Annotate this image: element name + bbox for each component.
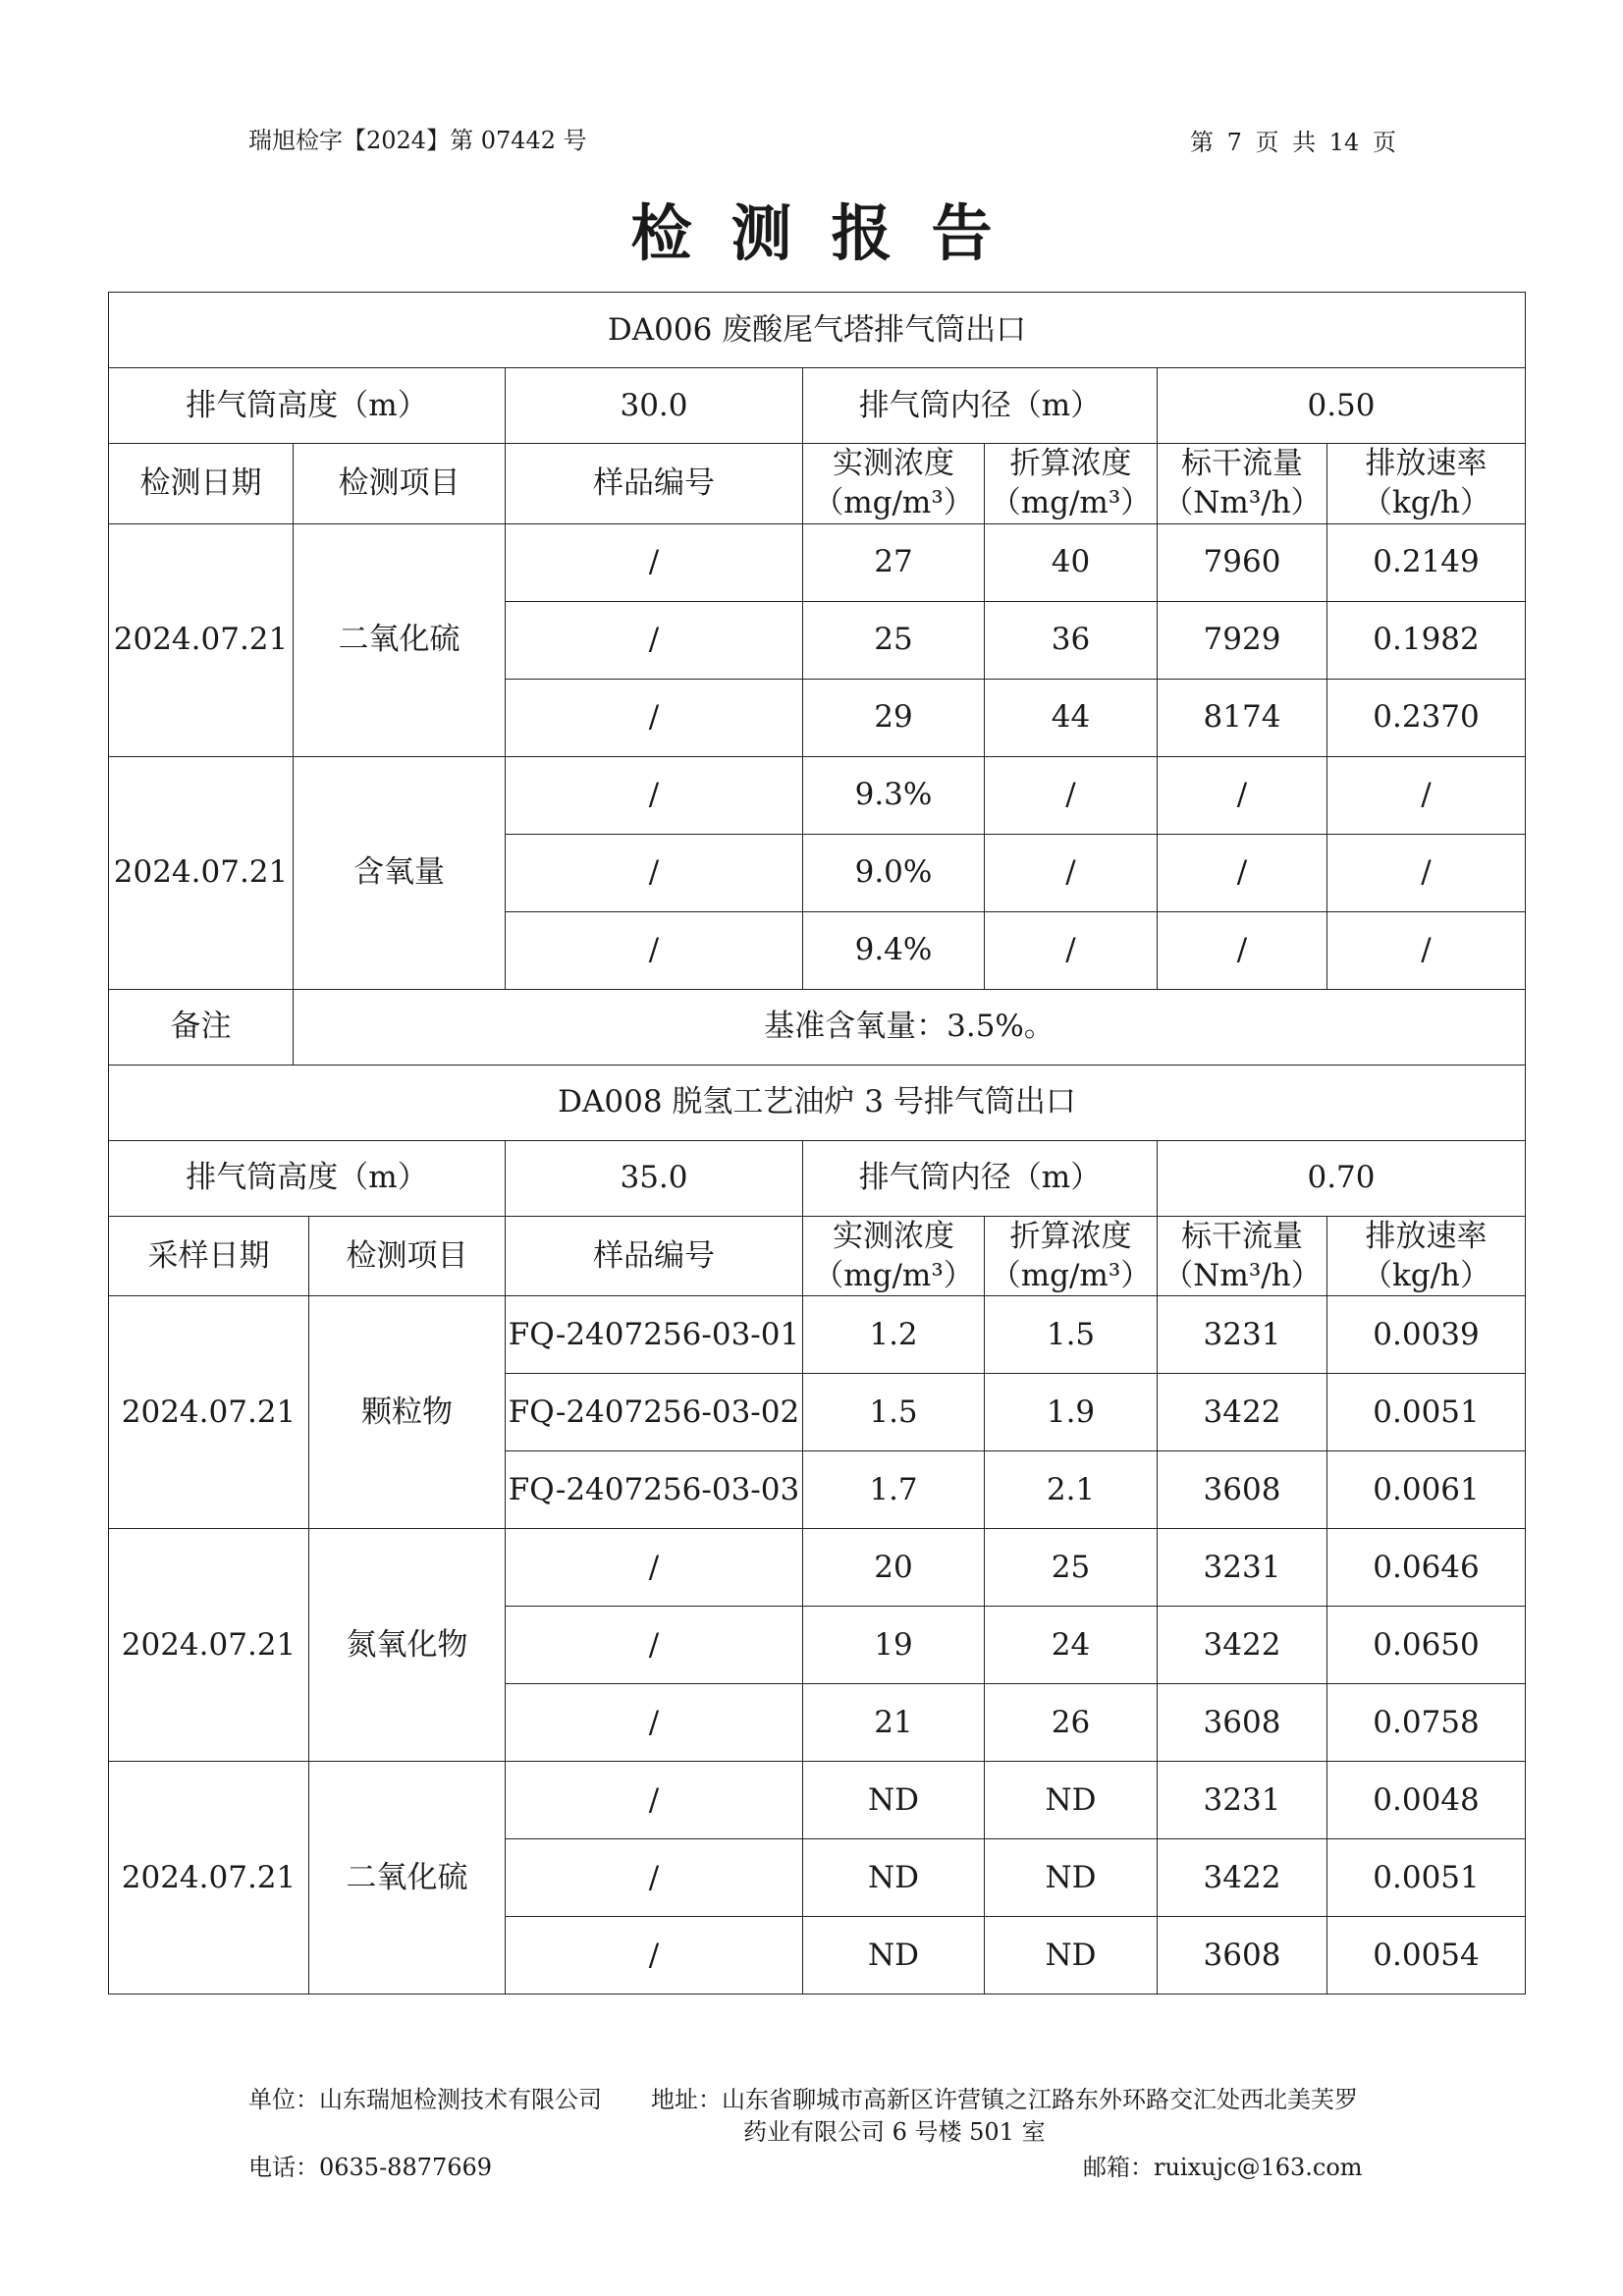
report-title: 检测报告	[630, 197, 1032, 269]
test-item: 二氧化硫	[294, 523, 506, 756]
converted-concentration: 26	[985, 1684, 1158, 1762]
converted-concentration: 24	[985, 1607, 1158, 1684]
stack-diameter-label: 排气筒内径（m）	[803, 368, 1158, 444]
emission-rate: 0.0054	[1327, 1917, 1526, 1995]
emission-rate: 0.0646	[1327, 1529, 1526, 1607]
remark-text: 基准含氧量：3.5%。	[294, 989, 1526, 1065]
column-header-row	[109, 444, 1526, 524]
standard-dry-flow: /	[1158, 834, 1327, 911]
standard-dry-flow: 3608	[1158, 1451, 1327, 1529]
col-header-sample: 样品编号	[506, 1216, 803, 1296]
remark-row	[109, 989, 1526, 1065]
sample-id: /	[506, 1684, 803, 1762]
stack-info-row	[109, 368, 1526, 444]
measured-concentration: 1.2	[803, 1296, 985, 1374]
measured-concentration: ND	[803, 1762, 985, 1839]
emission-rate: 0.0048	[1327, 1762, 1526, 1839]
measured-concentration: 9.3%	[803, 756, 985, 834]
measured-concentration: 29	[803, 679, 985, 756]
section-title: DA008 脱氢工艺油炉 3 号排气筒出口	[109, 1065, 1526, 1140]
stack-diameter-label: 排气筒内径（m）	[803, 1140, 1158, 1216]
measured-concentration: 20	[803, 1529, 985, 1607]
table-row	[109, 756, 1526, 834]
test-date: 2024.07.21	[109, 1529, 309, 1762]
standard-dry-flow: 3422	[1158, 1607, 1327, 1684]
standard-dry-flow: /	[1158, 911, 1327, 989]
footer-address-line1: 地址：山东省聊城市高新区许营镇之江路东外环路交汇处西北美芙罗	[651, 2086, 1358, 2113]
remark-label: 备注	[109, 989, 294, 1065]
col-header-rate	[1327, 444, 1526, 524]
measured-concentration: 9.0%	[803, 834, 985, 911]
sample-id: /	[506, 1762, 803, 1839]
measured-concentration: 21	[803, 1684, 985, 1762]
section-title-row	[109, 293, 1526, 368]
converted-concentration: 40	[985, 523, 1158, 601]
col-header-converted-unit: （mg/m³）	[990, 485, 1152, 521]
table-row	[109, 1762, 1526, 1839]
col-header-converted-name: 折算浓度	[1009, 446, 1132, 481]
test-item: 二氧化硫	[309, 1762, 506, 1995]
measured-concentration: 1.5	[803, 1374, 985, 1451]
emission-rate: 0.0650	[1327, 1607, 1526, 1684]
sample-id: /	[506, 1839, 803, 1917]
emission-rate: 0.0051	[1327, 1374, 1526, 1451]
emission-rate: 0.1982	[1327, 601, 1526, 679]
converted-concentration: ND	[985, 1762, 1158, 1839]
emission-rate: 0.0051	[1327, 1839, 1526, 1917]
col-header-rate	[1327, 1216, 1526, 1296]
measured-concentration: ND	[803, 1917, 985, 1995]
col-header-rate-name: 排放速率	[1365, 1218, 1488, 1254]
col-header-rate-name: 排放速率	[1365, 446, 1488, 481]
standard-dry-flow: 8174	[1158, 679, 1327, 756]
col-header-item: 检测项目	[294, 444, 506, 524]
measured-concentration: 25	[803, 601, 985, 679]
col-header-flow	[1158, 444, 1327, 524]
standard-dry-flow: 3422	[1158, 1839, 1327, 1917]
col-header-rate-unit: （kg/h）	[1361, 485, 1491, 521]
stack-height-label: 排气筒高度（m）	[109, 1140, 506, 1216]
measured-concentration: 1.7	[803, 1451, 985, 1529]
footer-address-line2: 药业有限公司 6 号楼 501 室	[743, 2118, 1046, 2146]
stack-height-value: 35.0	[506, 1140, 803, 1216]
standard-dry-flow: 7929	[1158, 601, 1327, 679]
col-header-converted	[985, 1216, 1158, 1296]
col-header-flow	[1158, 1216, 1327, 1296]
converted-concentration: 1.5	[985, 1296, 1158, 1374]
col-header-flow-name: 标干流量	[1181, 1218, 1303, 1254]
col-header-converted	[985, 444, 1158, 524]
standard-dry-flow: 7960	[1158, 523, 1327, 601]
converted-concentration: /	[985, 911, 1158, 989]
converted-concentration: 25	[985, 1529, 1158, 1607]
sample-id: FQ-2407256-03-03	[506, 1451, 803, 1529]
table-row	[109, 1296, 1526, 1374]
col-header-date: 采样日期	[109, 1216, 309, 1296]
converted-concentration: 1.9	[985, 1374, 1158, 1451]
col-header-measured-unit: （mg/m³）	[813, 485, 974, 521]
emission-rate: 0.0061	[1327, 1451, 1526, 1529]
footer-email: 邮箱：ruixujc@163.com	[1083, 2154, 1363, 2181]
section-title-row	[109, 1065, 1526, 1140]
table-row	[109, 1529, 1526, 1607]
report-number: 瑞旭检字【2024】第 07442 号	[248, 127, 587, 154]
test-item: 含氧量	[294, 756, 506, 989]
emission-rate: /	[1327, 834, 1526, 911]
col-header-sample: 样品编号	[506, 444, 803, 524]
page-info: 第 7 页 共 14 页	[1190, 129, 1396, 156]
stack-info-row	[109, 1140, 1526, 1216]
test-date: 2024.07.21	[109, 756, 294, 989]
standard-dry-flow: 3608	[1158, 1917, 1327, 1995]
emission-rate: 0.0758	[1327, 1684, 1526, 1762]
footer-phone: 电话：0635-8877669	[248, 2154, 493, 2181]
test-date: 2024.07.21	[109, 1762, 309, 1995]
measured-concentration: ND	[803, 1839, 985, 1917]
col-header-item: 检测项目	[309, 1216, 506, 1296]
emission-rate: /	[1327, 911, 1526, 989]
table-row	[109, 523, 1526, 601]
sample-id: /	[506, 679, 803, 756]
test-date: 2024.07.21	[109, 1296, 309, 1529]
converted-concentration: ND	[985, 1839, 1158, 1917]
sample-id: /	[506, 1529, 803, 1607]
column-header-row	[109, 1216, 1526, 1296]
test-item: 氮氧化物	[309, 1529, 506, 1762]
col-header-measured	[803, 1216, 985, 1296]
col-header-flow-unit: （Nm³/h）	[1163, 1257, 1322, 1293]
stack-height-value: 30.0	[506, 368, 803, 444]
measured-concentration: 19	[803, 1607, 985, 1684]
converted-concentration: /	[985, 756, 1158, 834]
standard-dry-flow: 3231	[1158, 1762, 1327, 1839]
col-header-converted-name: 折算浓度	[1009, 1218, 1132, 1254]
converted-concentration: 44	[985, 679, 1158, 756]
col-header-measured	[803, 444, 985, 524]
sample-id: FQ-2407256-03-02	[506, 1374, 803, 1451]
sample-id: /	[506, 911, 803, 989]
measured-concentration: 9.4%	[803, 911, 985, 989]
sample-id: /	[506, 834, 803, 911]
stack-diameter-value: 0.50	[1158, 368, 1526, 444]
sample-id: /	[506, 756, 803, 834]
converted-concentration: ND	[985, 1917, 1158, 1995]
col-header-converted-unit: （mg/m³）	[990, 1257, 1152, 1293]
footer-unit: 单位：山东瑞旭检测技术有限公司	[248, 2086, 602, 2113]
converted-concentration: 2.1	[985, 1451, 1158, 1529]
sample-id: /	[506, 1607, 803, 1684]
test-item: 颗粒物	[309, 1296, 506, 1529]
standard-dry-flow: 3231	[1158, 1529, 1327, 1607]
col-header-date: 检测日期	[109, 444, 294, 524]
col-header-measured-unit: （mg/m³）	[813, 1257, 974, 1293]
col-header-flow-name: 标干流量	[1181, 446, 1303, 481]
sample-id: /	[506, 523, 803, 601]
sample-id: /	[506, 1917, 803, 1995]
stack-height-label: 排气筒高度（m）	[109, 368, 506, 444]
sample-id: FQ-2407256-03-01	[506, 1296, 803, 1374]
emission-rate: 0.0039	[1327, 1296, 1526, 1374]
standard-dry-flow: 3422	[1158, 1374, 1327, 1451]
standard-dry-flow: /	[1158, 756, 1327, 834]
emission-rate: 0.2149	[1327, 523, 1526, 601]
stack-diameter-value: 0.70	[1158, 1140, 1526, 1216]
converted-concentration: 36	[985, 601, 1158, 679]
test-date: 2024.07.21	[109, 523, 294, 756]
emission-rate: /	[1327, 756, 1526, 834]
standard-dry-flow: 3231	[1158, 1296, 1327, 1374]
sample-id: /	[506, 601, 803, 679]
col-header-rate-unit: （kg/h）	[1361, 1257, 1491, 1293]
standard-dry-flow: 3608	[1158, 1684, 1327, 1762]
col-header-measured-name: 实测浓度	[833, 1218, 954, 1254]
col-header-measured-name: 实测浓度	[833, 446, 954, 481]
report-table	[108, 292, 1526, 1995]
emission-rate: 0.2370	[1327, 679, 1526, 756]
measured-concentration: 27	[803, 523, 985, 601]
col-header-flow-unit: （Nm³/h）	[1163, 485, 1322, 521]
converted-concentration: /	[985, 834, 1158, 911]
section-title: DA006 废酸尾气塔排气筒出口	[109, 293, 1526, 368]
